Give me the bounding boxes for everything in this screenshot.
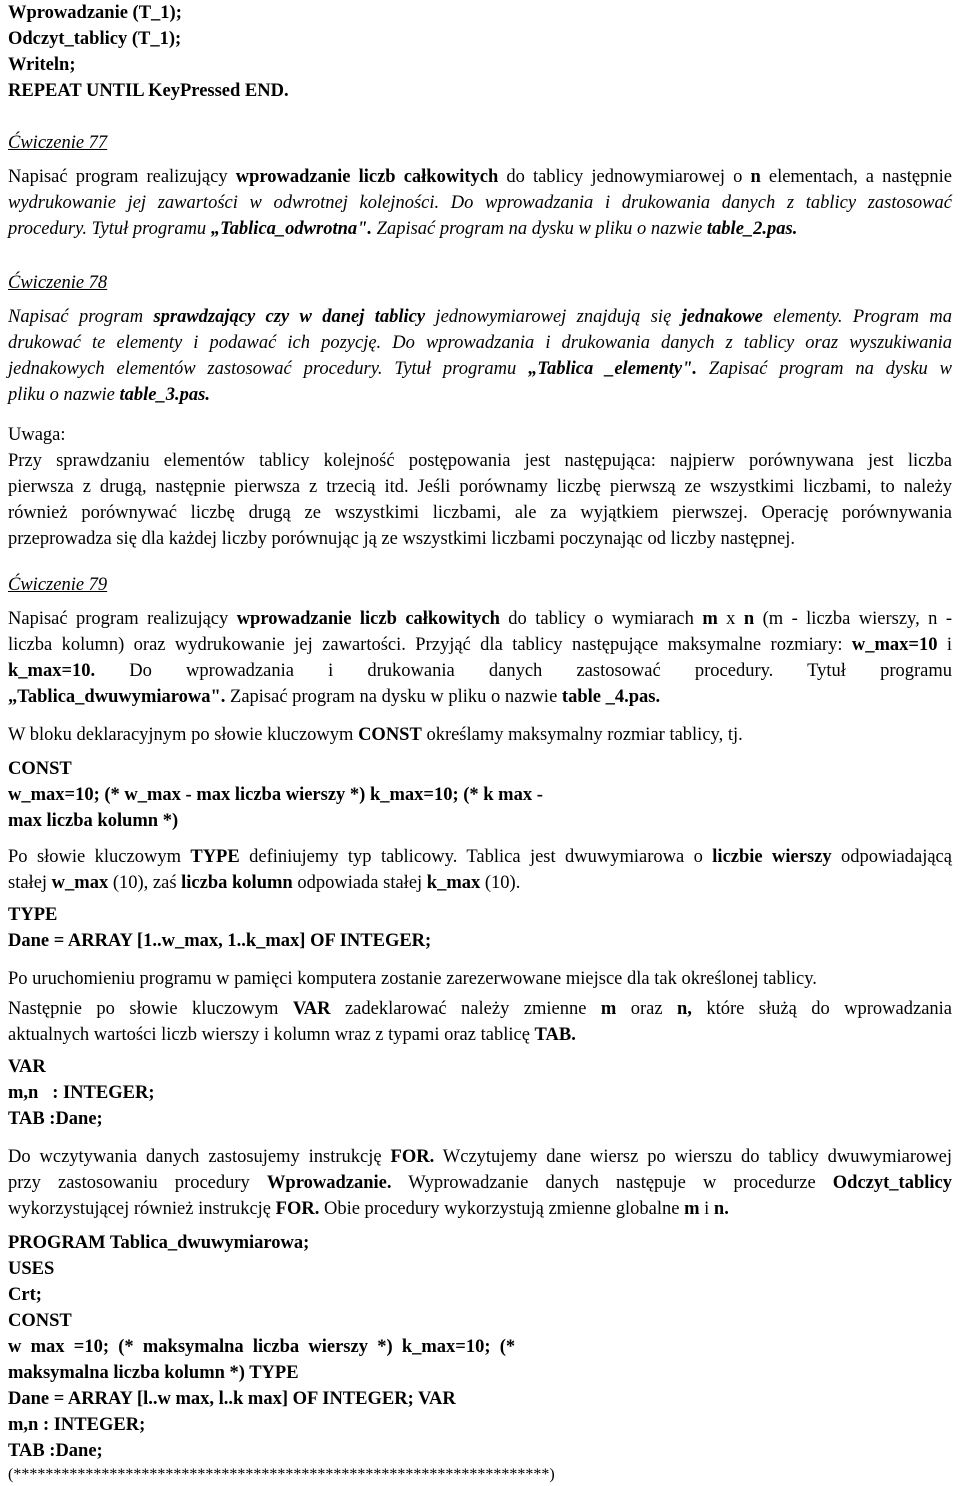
- code-line: m,n : INTEGER;: [8, 1415, 146, 1435]
- run-paragraph: [8, 966, 952, 992]
- type-paragraph: [8, 844, 952, 896]
- paragraph-line: Napisać program realizujący wprowadzanie liczb całkowitych do tablicy jednowymiarowej o n elementach, a następnie: [8, 167, 952, 187]
- note-title: Uwaga:: [8, 425, 66, 445]
- code-line: VAR: [8, 1057, 46, 1077]
- paragraph-line: liczba kolumn) oraz wydrukowanie jej zawartości. Przyjąć dla tablicy następujące maksymalne rozmiary: w_max=10 i: [8, 635, 953, 655]
- paragraph-line: stałej w_max (10), zaś liczba kolumn odpowiada stałej k_max (10).: [8, 873, 521, 893]
- paragraph-line: procedury. Tytuł programu „Tablica_odwrotna". Zapisać program na dysku w pliku o nazwie table_2.pas.: [8, 219, 798, 239]
- code-block-var: [8, 1054, 952, 1132]
- code-line: Crt;: [8, 1285, 42, 1305]
- note-block: [8, 422, 952, 552]
- exercise-79-title: Ćwiczenie 79: [8, 575, 108, 595]
- code-line: TYPE: [8, 905, 58, 925]
- paragraph-line: Do wczytywania danych zastosujemy instrukcję FOR. Wczytujemy dane wiersz po wierszu do tablicy dwuwymiarowej: [8, 1147, 952, 1167]
- paragraph-line: wykorzystującej również instrukcję FOR. Obie procedury wykorzystują zmienne globalne m i n.: [8, 1199, 729, 1219]
- paragraph-line: Napisać program sprawdzający czy w danej tablicy jednowymiarowej znajdują się jednakowe elementy. Program ma: [8, 307, 953, 327]
- code-line: w_max=10; (* w_max - max liczba wierszy *) k_max=10; (* k max -: [8, 785, 543, 805]
- exercise-78-title: Ćwiczenie 78: [8, 273, 108, 293]
- paragraph-line: jednakowych elementów zastosować procedury. Tytuł programu „Tablica _elementy". Zapisać program na dysku w: [8, 359, 953, 379]
- paragraph-line: Przy sprawdzaniu elementów tablicy kolejność postępowania jest następująca: najpierw porównywana jest liczba: [8, 451, 952, 471]
- code-line: REPEAT UNTIL KeyPressed END.: [8, 81, 289, 101]
- code-line: USES: [8, 1259, 55, 1279]
- code-line: CONST: [8, 1311, 72, 1331]
- paragraph-line: przy zastosowaniu procedury Wprowadzanie. Wyprowadzanie danych następuje w procedurze Odczyt_tablicy: [8, 1173, 952, 1193]
- paragraph-line: Następnie po słowie kluczowym VAR zadeklarować należy zmienne m oraz n, które służą do wprowadzania: [8, 999, 953, 1019]
- code-line: (*******************************************************************): [8, 1466, 555, 1483]
- code-line: Writeln;: [8, 55, 76, 75]
- code-line: TAB :Dane;: [8, 1441, 103, 1461]
- code-line: CONST: [8, 759, 72, 779]
- code-line: max liczba kolumn *): [8, 811, 179, 831]
- paragraph-line: pierwsza z drugą, następnie pierwsza z trzecią itd. Jeśli porównamy liczbę pierwszą ze wszystkimi liczbami, to należy: [8, 477, 952, 497]
- exercise-77: [8, 130, 952, 242]
- code-line: Wprowadzanie (T_1);: [8, 3, 182, 23]
- paragraph-line: aktualnych wartości liczb wierszy i kolumn wraz z typami oraz tablicę TAB.: [8, 1025, 576, 1045]
- exercise-79: [8, 572, 952, 710]
- paragraph-line: przeprowadza się dla każdej liczby porównując ją ze wszystkimi liczbami poczynając od liczby następnej.: [8, 529, 795, 549]
- paragraph-line: Po słowie kluczowym TYPE definiujemy typ tablicowy. Tablica jest dwuwymiarowa o liczbie wierszy odpowiadającą: [8, 847, 952, 867]
- code-block-const: [8, 756, 952, 834]
- paragraph-line: „Tablica_dwuwymiarowa". Zapisać program na dysku w pliku o nazwie table _4.pas.: [8, 687, 661, 707]
- code-line: TAB :Dane;: [8, 1109, 103, 1129]
- var-paragraph: [8, 996, 952, 1048]
- paragraph-line: drukować te elementy i podawać ich pozycję. Do wprowadzania i drukowania danych z tablicy oraz wyszukiwania: [8, 333, 952, 353]
- code-line: Odczyt_tablicy (T_1);: [8, 29, 182, 49]
- code-line: maksymalna liczba kolumn *) TYPE: [8, 1363, 299, 1383]
- const-paragraph: [8, 722, 952, 748]
- paragraph-line: W bloku deklaracyjnym po słowie kluczowym CONST określamy maksymalny rozmiar tablicy, tj.: [8, 725, 743, 745]
- code-line: Dane = ARRAY [l..w max, l..k max] OF INTEGER; VAR: [8, 1389, 456, 1409]
- for-paragraph: [8, 1144, 952, 1222]
- paragraph-line: również porównywać liczbę drugą ze wszystkimi liczbami, ale za wyjątkiem pierwszej. Operację porównywania: [8, 503, 952, 523]
- code-line: m,n : INTEGER;: [8, 1083, 155, 1103]
- code-block-program: [8, 1230, 952, 1486]
- code-block-top: [8, 0, 952, 104]
- paragraph-line: k_max=10. Do wprowadzania i drukowania danych zastosować procedury. Tytuł programu: [8, 661, 952, 681]
- code-line: w max =10; (* maksymalna liczba wierszy *) k_max=10; (*: [8, 1337, 516, 1357]
- code-block-type: [8, 902, 952, 954]
- exercise-78: [8, 270, 952, 408]
- exercise-77-title: Ćwiczenie 77: [8, 133, 108, 153]
- paragraph-line: Po uruchomieniu programu w pamięci komputera zostanie zarezerwowane miejsce dla tak określonej tablicy.: [8, 969, 817, 989]
- code-line: Dane = ARRAY [1..w_max, 1..k_max] OF INTEGER;: [8, 931, 432, 951]
- paragraph-line: wydrukowanie jej zawartości w odwrotnej kolejności. Do wprowadzania i drukowania danych z tablicy zastosować: [8, 193, 952, 213]
- code-line: PROGRAM Tablica_dwuwymiarowa;: [8, 1233, 310, 1253]
- paragraph-line: Napisać program realizujący wprowadzanie liczb całkowitych do tablicy o wymiarach m x n (m - liczba wierszy, n -: [8, 609, 952, 629]
- paragraph-line: pliku o nazwie table_3.pas.: [8, 385, 210, 405]
